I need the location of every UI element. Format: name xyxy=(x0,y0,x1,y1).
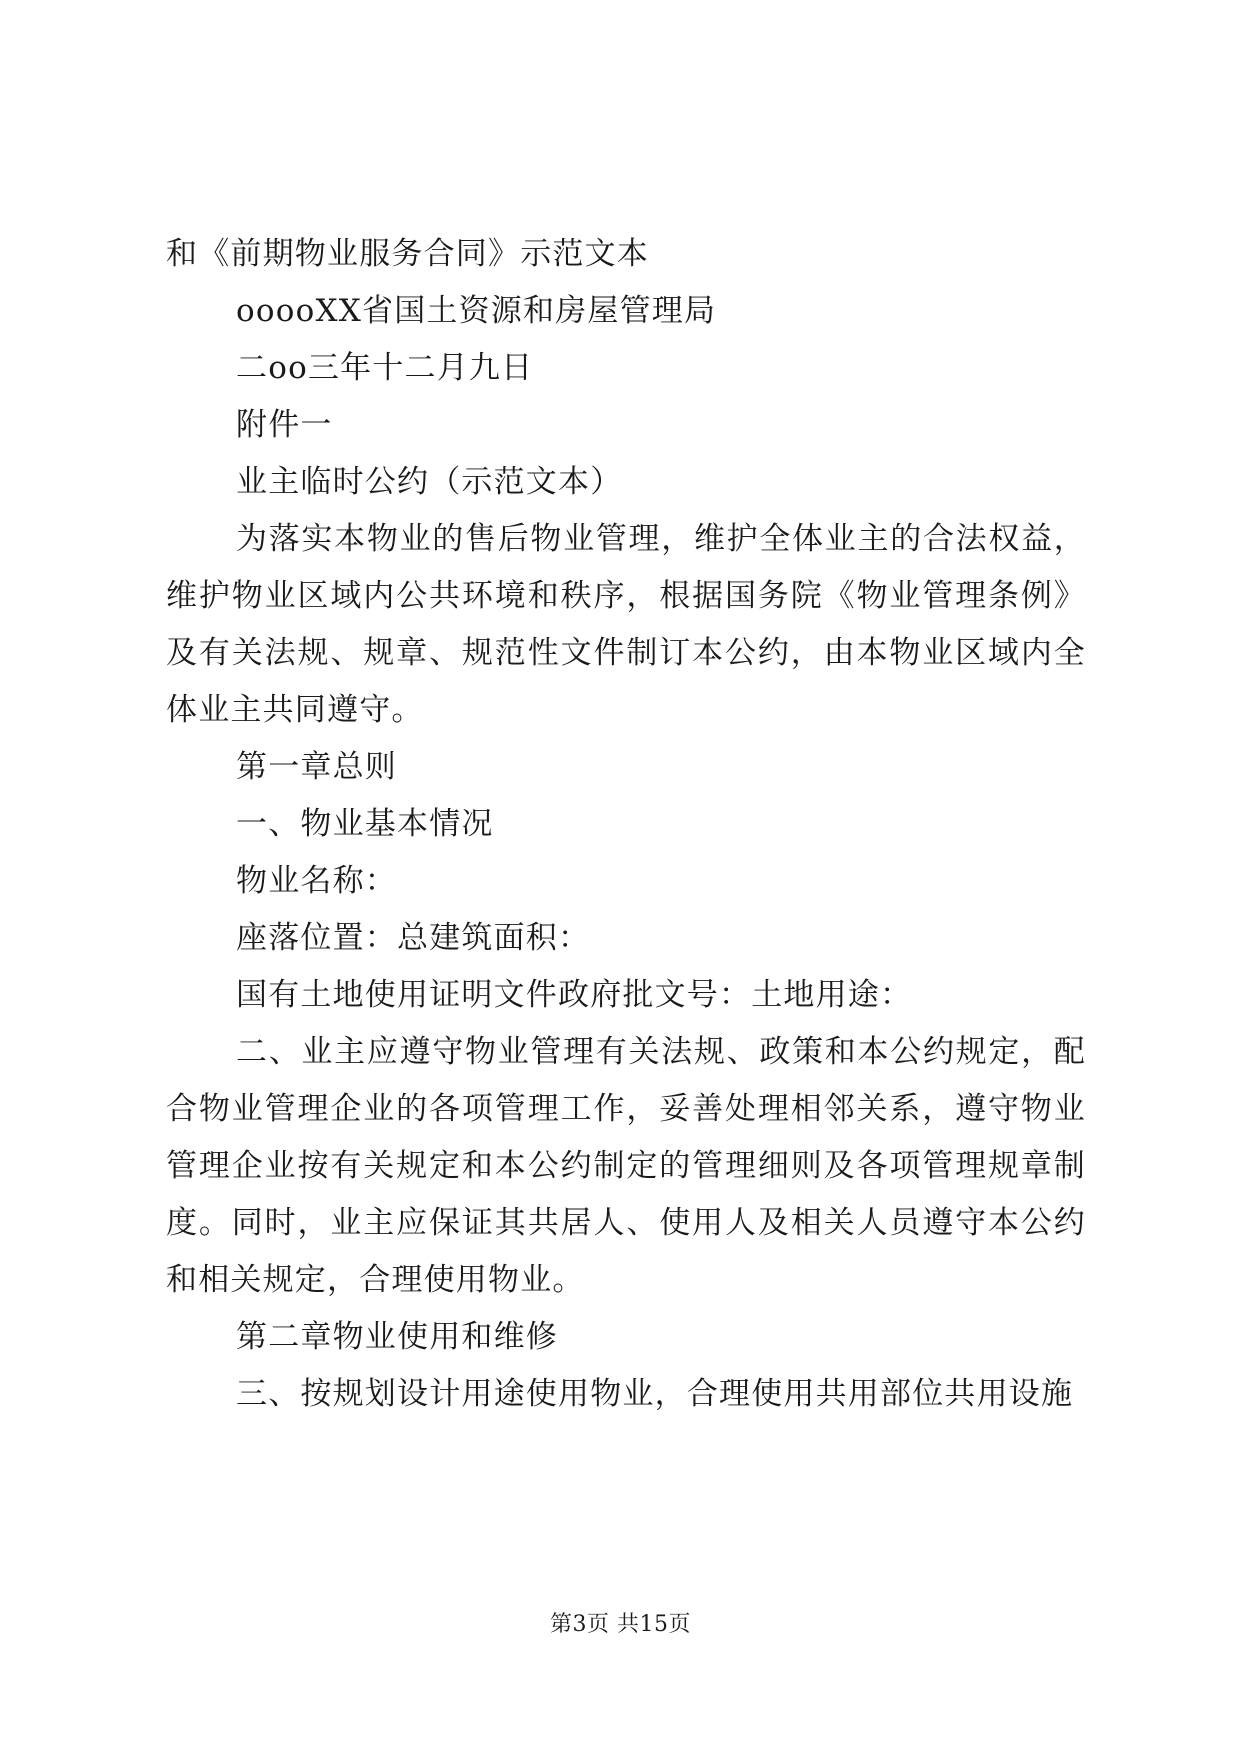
paragraph-clause-3: 三、按规划设计用途使用物业，合理使用共用部位共用设施 xyxy=(236,1376,1074,1412)
paragraph-preamble: 为落实本物业的售后物业管理，维护全体业主的合法权益，维护物业区域内公共环境和秩序，根据国务院《物业管理条例》及有关法规、规章、规范性文件制订本公约，由本物业区域内全体业主共同遵守。 xyxy=(166,521,1086,728)
chapter-heading-2: 第二章物业使用和维修 xyxy=(236,1319,558,1355)
paragraph-clause-2: 二、业主应遵守物业管理有关法规、政策和本公约规定，配合物业管理企业的各项管理工作，妥善处理相邻关系，遵守物业管理企业按有关规定和本公约制定的管理细则及各项管理规章制度。同时，业主应保证其共居人、使用人及相关人员遵守本公约和相关规定，合理使用物业。 xyxy=(166,1034,1086,1298)
page-footer xyxy=(0,1610,1241,1640)
field-location-area: 座落位置：总建筑面积： xyxy=(236,920,591,956)
document-body xyxy=(166,226,1086,1423)
paragraph-attachment-title: 业主临时公约（示范文本） xyxy=(236,464,623,500)
field-property-name: 物业名称： xyxy=(236,863,397,899)
paragraph-issuer: ooooXX省国土资源和房屋管理局 xyxy=(236,293,717,329)
page-number-label: 第3页 共15页 xyxy=(550,1612,691,1637)
paragraph-title-continuation: 和《前期物业服务合同》示范文本 xyxy=(166,236,649,272)
section-heading-1: 一、物业基本情况 xyxy=(236,806,494,842)
chapter-heading-1: 第一章总则 xyxy=(236,749,397,785)
paragraph-attachment-label: 附件一 xyxy=(236,407,333,443)
paragraph-date: 二oo三年十二月九日 xyxy=(236,350,534,386)
field-land-certificate: 国有土地使用证明文件政府批文号：土地用途： xyxy=(236,977,913,1013)
